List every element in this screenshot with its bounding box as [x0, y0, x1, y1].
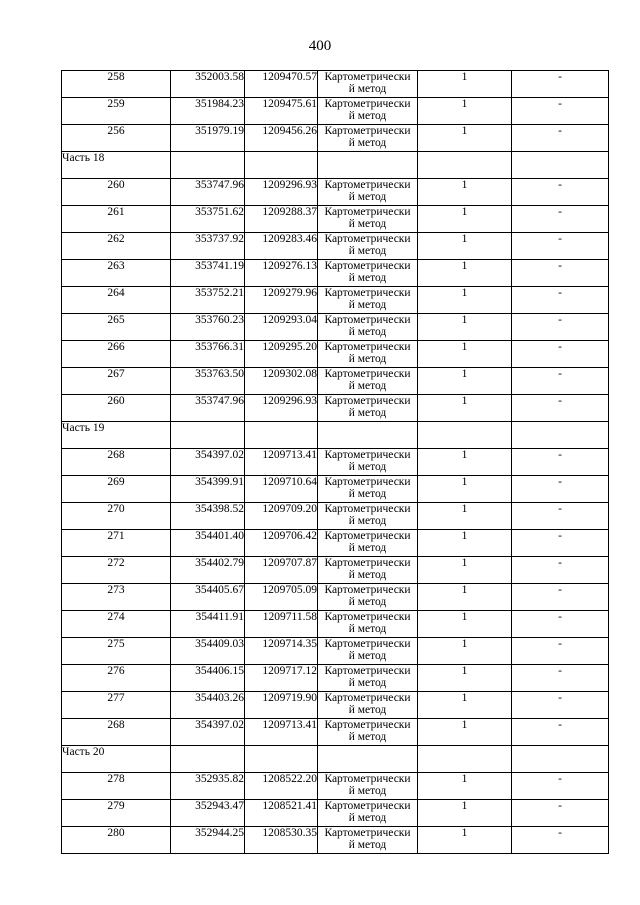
description-cell: - [512, 449, 609, 476]
x-coordinate-cell: 354409.03 [171, 638, 245, 665]
method-line-1: Картометрически [324, 476, 411, 488]
accuracy-cell: 1 [418, 800, 512, 827]
description-cell: - [512, 98, 609, 125]
method-cell [318, 800, 418, 827]
y-coordinate-cell: 1209709.20 [245, 503, 318, 530]
description-cell: - [512, 341, 609, 368]
method-line-1: Картометрически [324, 206, 411, 218]
section-row [62, 746, 609, 773]
method-line-2: й метод [348, 245, 387, 257]
method-line-2: й метод [348, 542, 387, 554]
method-cell [318, 773, 418, 800]
table-row [62, 665, 609, 692]
accuracy-cell: 1 [418, 719, 512, 746]
x-coordinate-cell: 353752.21 [171, 287, 245, 314]
method-cell [318, 503, 418, 530]
accuracy-cell: 1 [418, 449, 512, 476]
y-coordinate-cell: 1209706.42 [245, 530, 318, 557]
method-line-1: Картометрически [324, 557, 411, 569]
description-cell: - [512, 314, 609, 341]
y-coordinate-cell: 1209293.04 [245, 314, 318, 341]
x-coordinate-cell: 353737.92 [171, 233, 245, 260]
table-row [62, 71, 609, 98]
method-cell [318, 71, 418, 98]
table-row [62, 557, 609, 584]
point-number-cell: 279 [62, 800, 171, 827]
method-cell [318, 125, 418, 152]
table-row [62, 179, 609, 206]
method-line-1: Картометрически [324, 638, 411, 650]
point-number-cell: 260 [62, 395, 171, 422]
description-cell: - [512, 557, 609, 584]
accuracy-cell: 1 [418, 827, 512, 854]
x-coordinate-cell: 353747.96 [171, 395, 245, 422]
point-number-cell: 276 [62, 665, 171, 692]
point-number-cell: 268 [62, 449, 171, 476]
description-cell: - [512, 800, 609, 827]
table-row [62, 638, 609, 665]
description-cell: - [512, 692, 609, 719]
empty-cell [245, 746, 318, 773]
section-row [62, 152, 609, 179]
table-row [62, 125, 609, 152]
table-row [62, 503, 609, 530]
x-coordinate-cell: 352935.82 [171, 773, 245, 800]
point-number-cell: 263 [62, 260, 171, 287]
method-line-2: й метод [348, 218, 387, 230]
y-coordinate-cell: 1208530.35 [245, 827, 318, 854]
y-coordinate-cell: 1209719.90 [245, 692, 318, 719]
x-coordinate-cell: 354406.15 [171, 665, 245, 692]
table-row [62, 314, 609, 341]
x-coordinate-cell: 354399.91 [171, 476, 245, 503]
accuracy-cell: 1 [418, 71, 512, 98]
x-coordinate-cell: 353741.19 [171, 260, 245, 287]
x-coordinate-cell: 354401.40 [171, 530, 245, 557]
y-coordinate-cell: 1209475.61 [245, 98, 318, 125]
method-line-1: Картометрически [324, 584, 411, 596]
method-line-2: й метод [348, 461, 387, 473]
method-line-2: й метод [348, 353, 387, 365]
method-line-1: Картометрически [324, 314, 411, 326]
method-line-1: Картометрически [324, 125, 411, 137]
method-line-2: й метод [348, 110, 387, 122]
table-row [62, 206, 609, 233]
method-cell [318, 530, 418, 557]
method-cell [318, 611, 418, 638]
method-cell [318, 395, 418, 422]
method-cell [318, 827, 418, 854]
x-coordinate-cell: 352943.47 [171, 800, 245, 827]
x-coordinate-cell: 353766.31 [171, 341, 245, 368]
description-cell: - [512, 503, 609, 530]
table-row [62, 395, 609, 422]
method-line-2: й метод [348, 812, 387, 824]
point-number-cell: 280 [62, 827, 171, 854]
accuracy-cell: 1 [418, 206, 512, 233]
accuracy-cell: 1 [418, 638, 512, 665]
empty-cell [512, 746, 609, 773]
point-number-cell: 264 [62, 287, 171, 314]
accuracy-cell: 1 [418, 98, 512, 125]
method-cell [318, 314, 418, 341]
accuracy-cell: 1 [418, 260, 512, 287]
coordinates-table-body [62, 71, 609, 854]
method-line-2: й метод [348, 515, 387, 527]
x-coordinate-cell: 352944.25 [171, 827, 245, 854]
description-cell: - [512, 773, 609, 800]
method-line-1: Картометрически [324, 503, 411, 515]
method-cell [318, 98, 418, 125]
method-line-1: Картометрически [324, 341, 411, 353]
empty-cell [418, 152, 512, 179]
table-row [62, 476, 609, 503]
accuracy-cell: 1 [418, 395, 512, 422]
point-number-cell: 271 [62, 530, 171, 557]
point-number-cell: 266 [62, 341, 171, 368]
y-coordinate-cell: 1209717.12 [245, 665, 318, 692]
method-line-1: Картометрически [324, 611, 411, 623]
table-row [62, 287, 609, 314]
description-cell: - [512, 179, 609, 206]
empty-cell [512, 152, 609, 179]
empty-cell [171, 152, 245, 179]
point-number-cell: 275 [62, 638, 171, 665]
description-cell: - [512, 719, 609, 746]
point-number-cell: 270 [62, 503, 171, 530]
y-coordinate-cell: 1208521.41 [245, 800, 318, 827]
x-coordinate-cell: 353760.23 [171, 314, 245, 341]
point-number-cell: 256 [62, 125, 171, 152]
accuracy-cell: 1 [418, 530, 512, 557]
table-row [62, 827, 609, 854]
description-cell: - [512, 395, 609, 422]
y-coordinate-cell: 1209276.13 [245, 260, 318, 287]
method-line-2: й метод [348, 272, 387, 284]
method-line-2: й метод [348, 785, 387, 797]
method-line-2: й метод [348, 731, 387, 743]
accuracy-cell: 1 [418, 341, 512, 368]
empty-cell [171, 422, 245, 449]
method-line-2: й метод [348, 596, 387, 608]
table-row [62, 341, 609, 368]
accuracy-cell: 1 [418, 125, 512, 152]
coordinates-table [61, 70, 609, 854]
method-cell [318, 341, 418, 368]
method-cell [318, 719, 418, 746]
y-coordinate-cell: 1209302.08 [245, 368, 318, 395]
y-coordinate-cell: 1209710.64 [245, 476, 318, 503]
method-cell [318, 368, 418, 395]
point-number-cell: 267 [62, 368, 171, 395]
method-line-1: Картометрически [324, 395, 411, 407]
method-line-1: Картометрически [324, 368, 411, 380]
y-coordinate-cell: 1209713.41 [245, 719, 318, 746]
y-coordinate-cell: 1209296.93 [245, 395, 318, 422]
method-cell [318, 449, 418, 476]
method-line-1: Картометрически [324, 179, 411, 191]
accuracy-cell: 1 [418, 368, 512, 395]
y-coordinate-cell: 1208522.20 [245, 773, 318, 800]
x-coordinate-cell: 354402.79 [171, 557, 245, 584]
point-number-cell: 277 [62, 692, 171, 719]
description-cell: - [512, 287, 609, 314]
method-cell [318, 179, 418, 206]
method-line-1: Картометрически [324, 800, 411, 812]
method-line-2: й метод [348, 137, 387, 149]
y-coordinate-cell: 1209714.35 [245, 638, 318, 665]
table-row [62, 530, 609, 557]
description-cell: - [512, 476, 609, 503]
method-line-1: Картометрически [324, 773, 411, 785]
empty-cell [245, 152, 318, 179]
method-line-1: Картометрически [324, 287, 411, 299]
table-row [62, 260, 609, 287]
point-number-cell: 268 [62, 719, 171, 746]
description-cell: - [512, 584, 609, 611]
y-coordinate-cell: 1209705.09 [245, 584, 318, 611]
y-coordinate-cell: 1209713.41 [245, 449, 318, 476]
y-coordinate-cell: 1209470.57 [245, 71, 318, 98]
point-number-cell: 265 [62, 314, 171, 341]
accuracy-cell: 1 [418, 773, 512, 800]
empty-cell [512, 422, 609, 449]
empty-cell [418, 422, 512, 449]
method-line-1: Картометрически [324, 530, 411, 542]
description-cell: - [512, 665, 609, 692]
point-number-cell: 274 [62, 611, 171, 638]
x-coordinate-cell: 353751.62 [171, 206, 245, 233]
description-cell: - [512, 827, 609, 854]
description-cell: - [512, 638, 609, 665]
point-number-cell: 261 [62, 206, 171, 233]
point-number-cell: 269 [62, 476, 171, 503]
x-coordinate-cell: 354405.67 [171, 584, 245, 611]
y-coordinate-cell: 1209279.96 [245, 287, 318, 314]
method-line-2: й метод [348, 407, 387, 419]
method-line-2: й метод [348, 83, 387, 95]
y-coordinate-cell: 1209456.26 [245, 125, 318, 152]
empty-cell [171, 746, 245, 773]
table-row [62, 773, 609, 800]
method-cell [318, 260, 418, 287]
description-cell: - [512, 530, 609, 557]
description-cell: - [512, 611, 609, 638]
accuracy-cell: 1 [418, 611, 512, 638]
method-line-1: Картометрически [324, 665, 411, 677]
y-coordinate-cell: 1209296.93 [245, 179, 318, 206]
x-coordinate-cell: 351979.19 [171, 125, 245, 152]
point-number-cell: 272 [62, 557, 171, 584]
table-row [62, 98, 609, 125]
x-coordinate-cell: 353763.50 [171, 368, 245, 395]
method-cell [318, 287, 418, 314]
method-line-2: й метод [348, 650, 387, 662]
method-line-1: Картометрически [324, 98, 411, 110]
description-cell: - [512, 368, 609, 395]
method-line-1: Картометрически [324, 233, 411, 245]
point-number-cell: 258 [62, 71, 171, 98]
accuracy-cell: 1 [418, 692, 512, 719]
empty-cell [318, 422, 418, 449]
method-line-2: й метод [348, 677, 387, 689]
method-line-2: й метод [348, 623, 387, 635]
accuracy-cell: 1 [418, 179, 512, 206]
empty-cell [318, 152, 418, 179]
accuracy-cell: 1 [418, 557, 512, 584]
x-coordinate-cell: 354397.02 [171, 719, 245, 746]
section-label: Часть 19 [62, 422, 171, 449]
x-coordinate-cell: 351984.23 [171, 98, 245, 125]
table-row [62, 692, 609, 719]
table-row [62, 611, 609, 638]
x-coordinate-cell: 354398.52 [171, 503, 245, 530]
table-row [62, 449, 609, 476]
x-coordinate-cell: 352003.58 [171, 71, 245, 98]
x-coordinate-cell: 354403.26 [171, 692, 245, 719]
accuracy-cell: 1 [418, 476, 512, 503]
x-coordinate-cell: 354397.02 [171, 449, 245, 476]
point-number-cell: 260 [62, 179, 171, 206]
method-cell [318, 692, 418, 719]
empty-cell [418, 746, 512, 773]
method-line-2: й метод [348, 569, 387, 581]
method-line-2: й метод [348, 191, 387, 203]
empty-cell [245, 422, 318, 449]
method-line-1: Картометрически [324, 692, 411, 704]
accuracy-cell: 1 [418, 503, 512, 530]
description-cell: - [512, 125, 609, 152]
accuracy-cell: 1 [418, 584, 512, 611]
accuracy-cell: 1 [418, 233, 512, 260]
accuracy-cell: 1 [418, 314, 512, 341]
description-cell: - [512, 206, 609, 233]
accuracy-cell: 1 [418, 665, 512, 692]
method-line-2: й метод [348, 488, 387, 500]
method-line-2: й метод [348, 704, 387, 716]
y-coordinate-cell: 1209283.46 [245, 233, 318, 260]
x-coordinate-cell: 354411.91 [171, 611, 245, 638]
method-cell [318, 557, 418, 584]
method-cell [318, 476, 418, 503]
method-line-1: Картометрически [324, 260, 411, 272]
method-cell [318, 638, 418, 665]
table-row [62, 368, 609, 395]
x-coordinate-cell: 353747.96 [171, 179, 245, 206]
method-cell [318, 584, 418, 611]
point-number-cell: 259 [62, 98, 171, 125]
method-line-1: Картометрически [324, 719, 411, 731]
section-label: Часть 20 [62, 746, 171, 773]
empty-cell [318, 746, 418, 773]
y-coordinate-cell: 1209295.20 [245, 341, 318, 368]
method-cell [318, 233, 418, 260]
point-number-cell: 262 [62, 233, 171, 260]
method-cell [318, 665, 418, 692]
description-cell: - [512, 260, 609, 287]
table-row [62, 719, 609, 746]
table-row [62, 800, 609, 827]
y-coordinate-cell: 1209707.87 [245, 557, 318, 584]
point-number-cell: 278 [62, 773, 171, 800]
table-row [62, 233, 609, 260]
method-line-2: й метод [348, 380, 387, 392]
method-line-2: й метод [348, 839, 387, 851]
method-line-1: Картометрически [324, 71, 411, 83]
table-row [62, 584, 609, 611]
section-label: Часть 18 [62, 152, 171, 179]
description-cell: - [512, 233, 609, 260]
section-row [62, 422, 609, 449]
method-line-2: й метод [348, 299, 387, 311]
y-coordinate-cell: 1209288.37 [245, 206, 318, 233]
point-number-cell: 273 [62, 584, 171, 611]
y-coordinate-cell: 1209711.58 [245, 611, 318, 638]
method-line-1: Картометрически [324, 827, 411, 839]
method-cell [318, 206, 418, 233]
page-number: 400 [308, 38, 332, 54]
description-cell: - [512, 71, 609, 98]
accuracy-cell: 1 [418, 287, 512, 314]
method-line-1: Картометрически [324, 449, 411, 461]
method-line-2: й метод [348, 326, 387, 338]
